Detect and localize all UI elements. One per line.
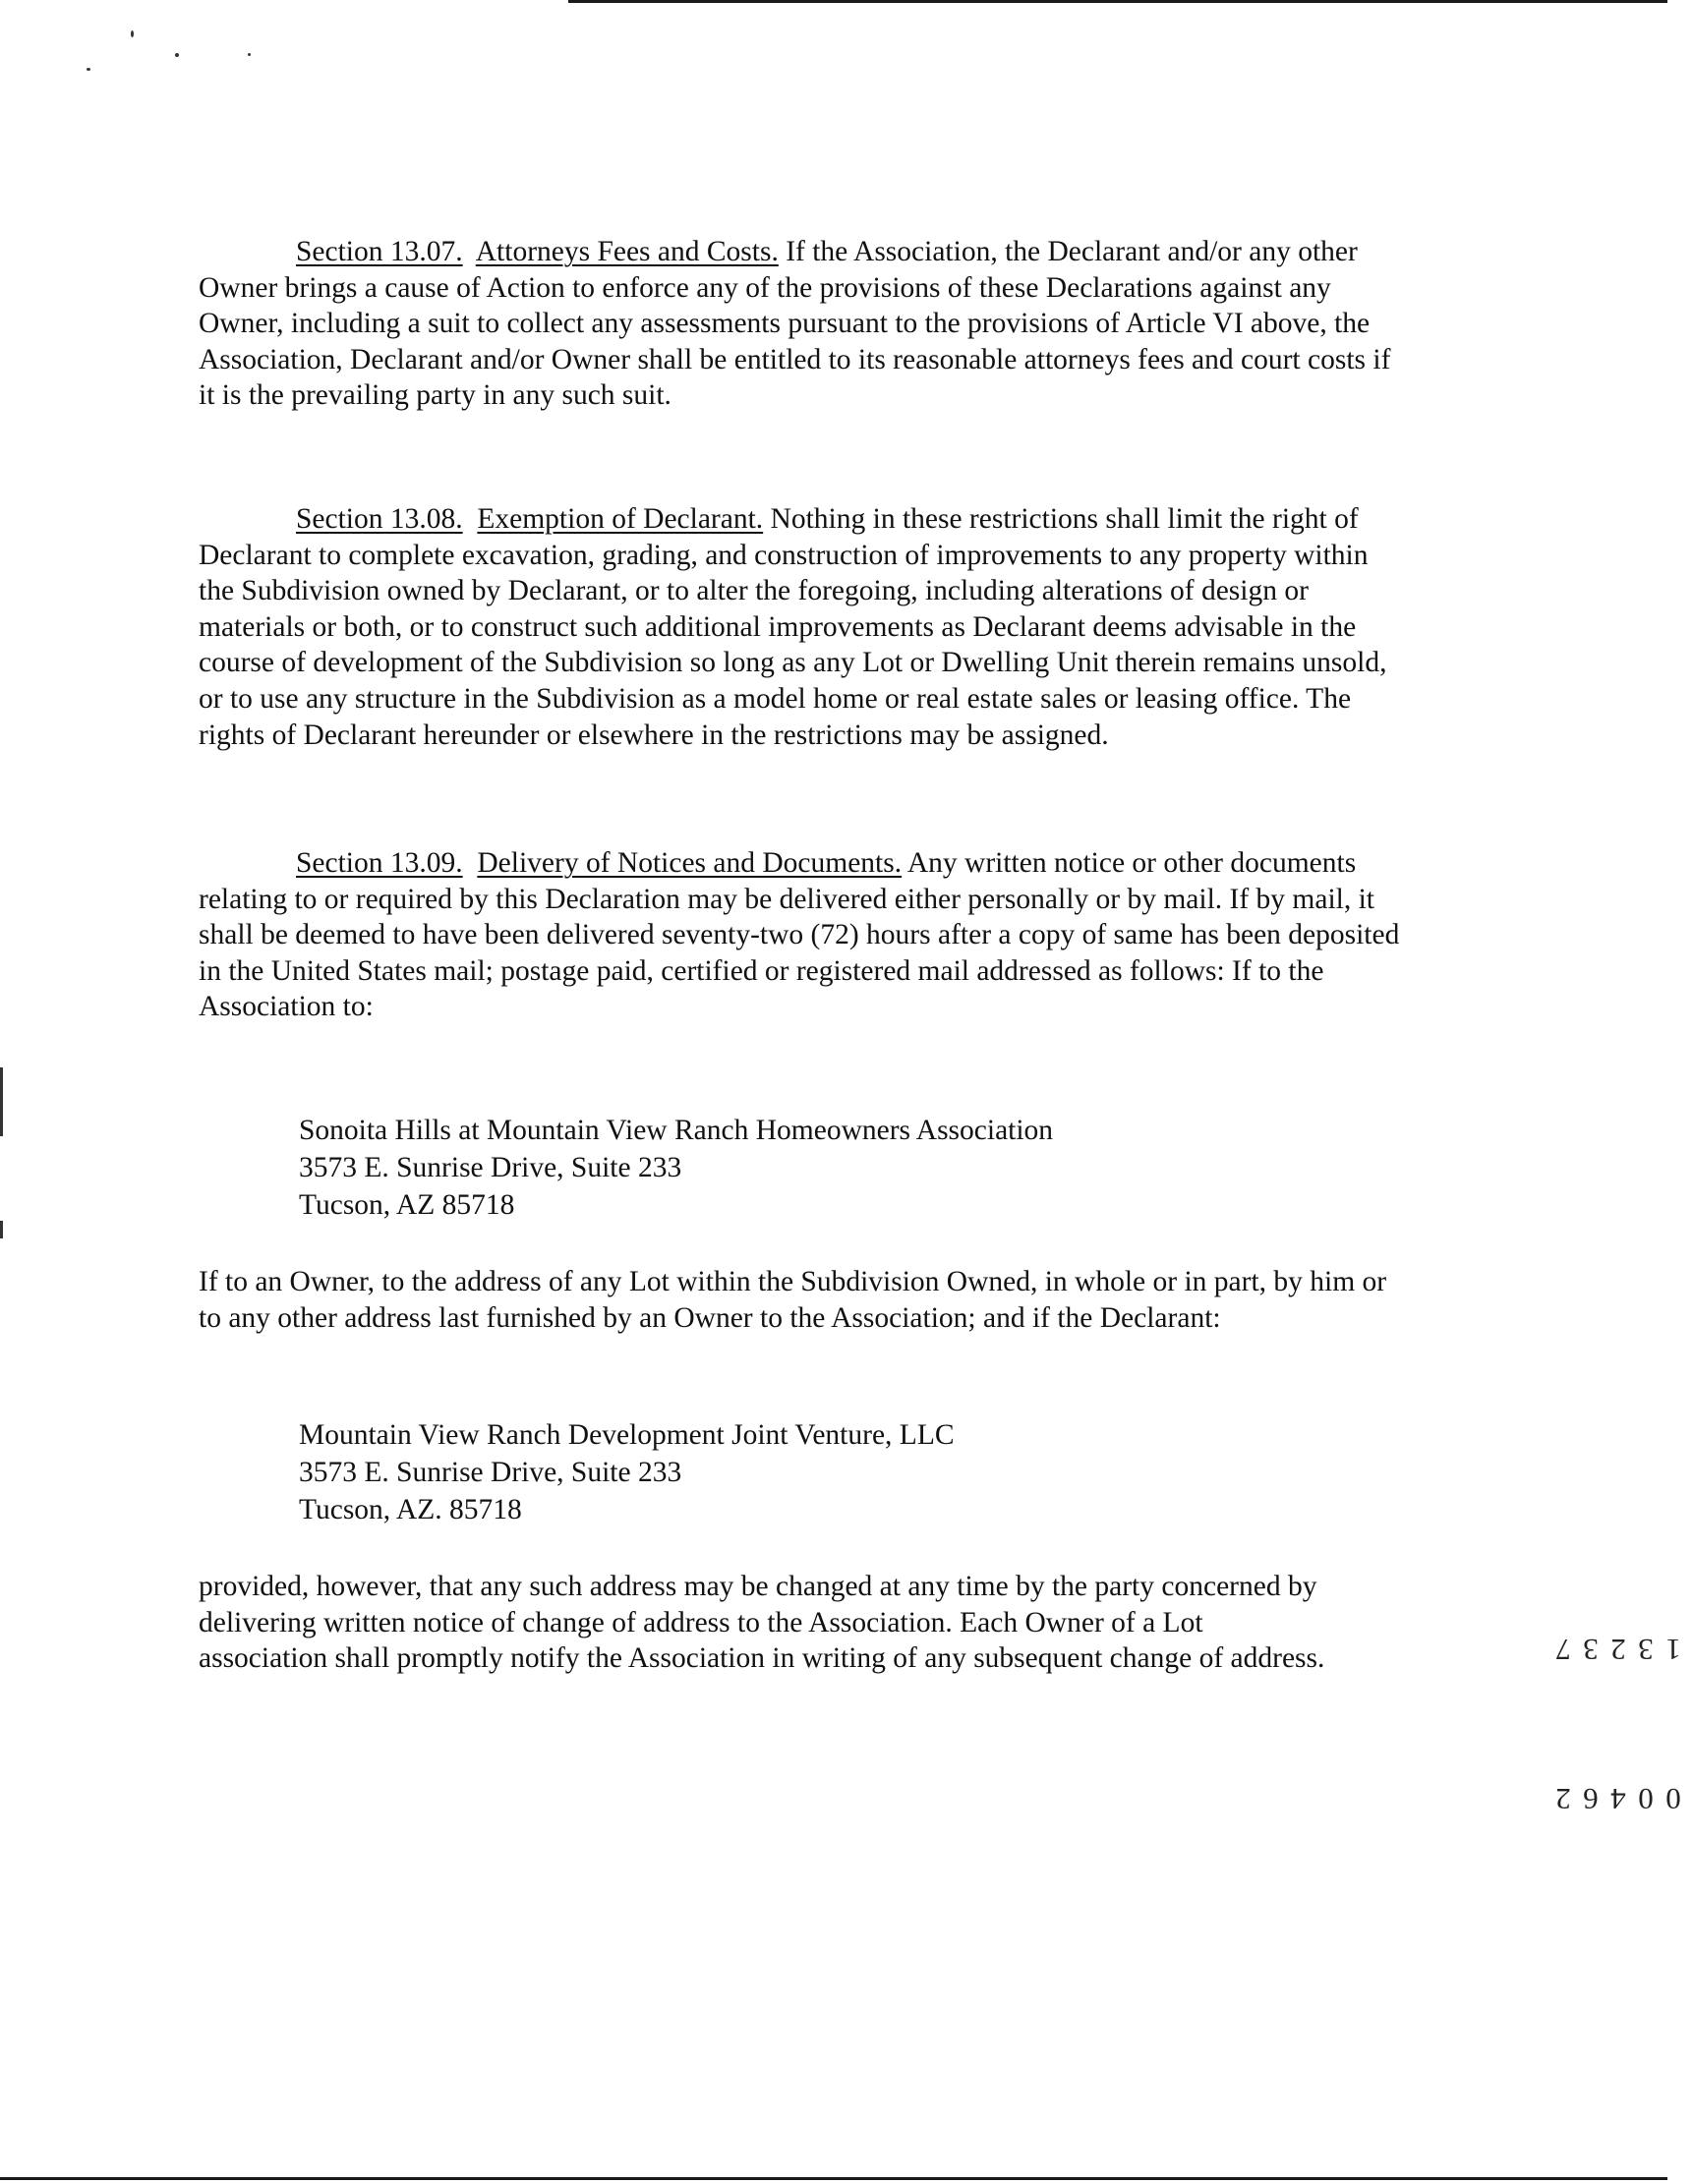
address-street: 3573 E. Sunrise Drive, Suite 233: [299, 1457, 682, 1488]
stamp-digit: 2: [1610, 1633, 1626, 1667]
docket-number: [1549, 1630, 1687, 1669]
section-13-07: [199, 234, 1408, 414]
section-text: Any written notice or other documents relating to or required by this Declaration may be delivered either personally or by mail. If by mail, it shall be deemed to have been delivered seventy-two (72) hours after a copy of same has been deposited in the United States mail; postage paid, certified or registered mail addressed as follows: If to the Association to:: [199, 847, 1400, 1023]
stamp-digit: 1: [1665, 1633, 1681, 1667]
section-text: If the Association, the Declarant and/or any other Owner brings a cause of Action to enforce any of the provisions of these Declarations against any Owner, including a suit to collect any assessments pursuant to the provisions of Article VI above, the Association, Declarant and/or Owner shall be entitled to its reasonable attorneys fees and court costs if it is the prevailing party in any such suit.: [199, 236, 1391, 412]
scan-edge-bottom: [0, 2177, 1667, 2180]
section-number: Section 13.08.: [296, 503, 463, 535]
closing-paragraph-text: provided, however, that any such address may be changed at any time by the party concerned by delivering written notice of change of address to the Association. Each Owner of a Lot association shall promptly notify the Association in writing of any subsequent change of address.: [199, 1571, 1325, 1675]
scan-speck: [87, 68, 90, 71]
owner-paragraph: [199, 1264, 1408, 1336]
section-title: Attorneys Fees and Costs.: [475, 236, 779, 267]
address-city: Tucson, AZ 85718: [299, 1189, 515, 1221]
declarant-address: [299, 1416, 955, 1528]
section-13-08: [199, 501, 1408, 753]
section-number: Section 13.09.: [296, 847, 463, 879]
scan-speck: [131, 30, 134, 37]
stamp-digit: 4: [1610, 1782, 1626, 1816]
stamp-digit: 0: [1665, 1782, 1681, 1816]
owner-paragraph-text: If to an Owner, to the address of any Lot within the Subdivision Owned, in whole or in part, by him or to any other address last furnished by an Owner to the Association; and if the Declarant:: [199, 1266, 1387, 1334]
section-title: Exemption of Declarant.: [477, 503, 764, 535]
closing-paragraph: [199, 1569, 1329, 1677]
recording-stamp: [1555, 1581, 1681, 1718]
scan-edge-mark: [0, 1067, 3, 1136]
address-name: Sonoita Hills at Mountain View Ranch Homeowners Association: [299, 1115, 1054, 1146]
stamp-digit: 0: [1638, 1782, 1654, 1816]
scan-edge-mark: [0, 1221, 3, 1238]
section-text: Nothing in these restrictions shall limit the right of Declarant to complete excavation, grading, and construction of improvements to any property within the Subdivision owned by Declarant, or to alter the foregoing, including alterations of design or materials or both, or to construct such additional improvements as Declarant deems advisable in the course of development of the Subdivision so long as any Lot or Dwelling Unit therein remains unsold, or to use any structure in the Subdivision as a model home or real estate sales or leasing office. The rights of Declarant hereunder or elsewhere in the restrictions may be assigned.: [199, 503, 1387, 751]
section-title: Delivery of Notices and Documents.: [477, 847, 903, 879]
address-name: Mountain View Ranch Development Joint Venture, LLC: [299, 1419, 955, 1451]
stamp-digit: 3: [1583, 1633, 1599, 1667]
stamp-digit: 2: [1555, 1782, 1571, 1816]
scan-edge-top: [568, 0, 1667, 3]
scan-speck: [175, 53, 179, 57]
stamp-digit: 7: [1555, 1633, 1571, 1667]
association-address: [299, 1112, 1053, 1224]
stamp-digit: 6: [1583, 1782, 1599, 1816]
recording-stamp-page: [1555, 1730, 1681, 1868]
scan-speck: [248, 53, 251, 56]
section-number: Section 13.07.: [296, 236, 463, 267]
section-13-09: [199, 845, 1408, 1025]
address-street: 3573 E. Sunrise Drive, Suite 233: [299, 1152, 682, 1183]
page-number: [1549, 1779, 1687, 1818]
address-city: Tucson, AZ. 85718: [299, 1494, 522, 1525]
stamp-digit: 3: [1638, 1633, 1654, 1667]
